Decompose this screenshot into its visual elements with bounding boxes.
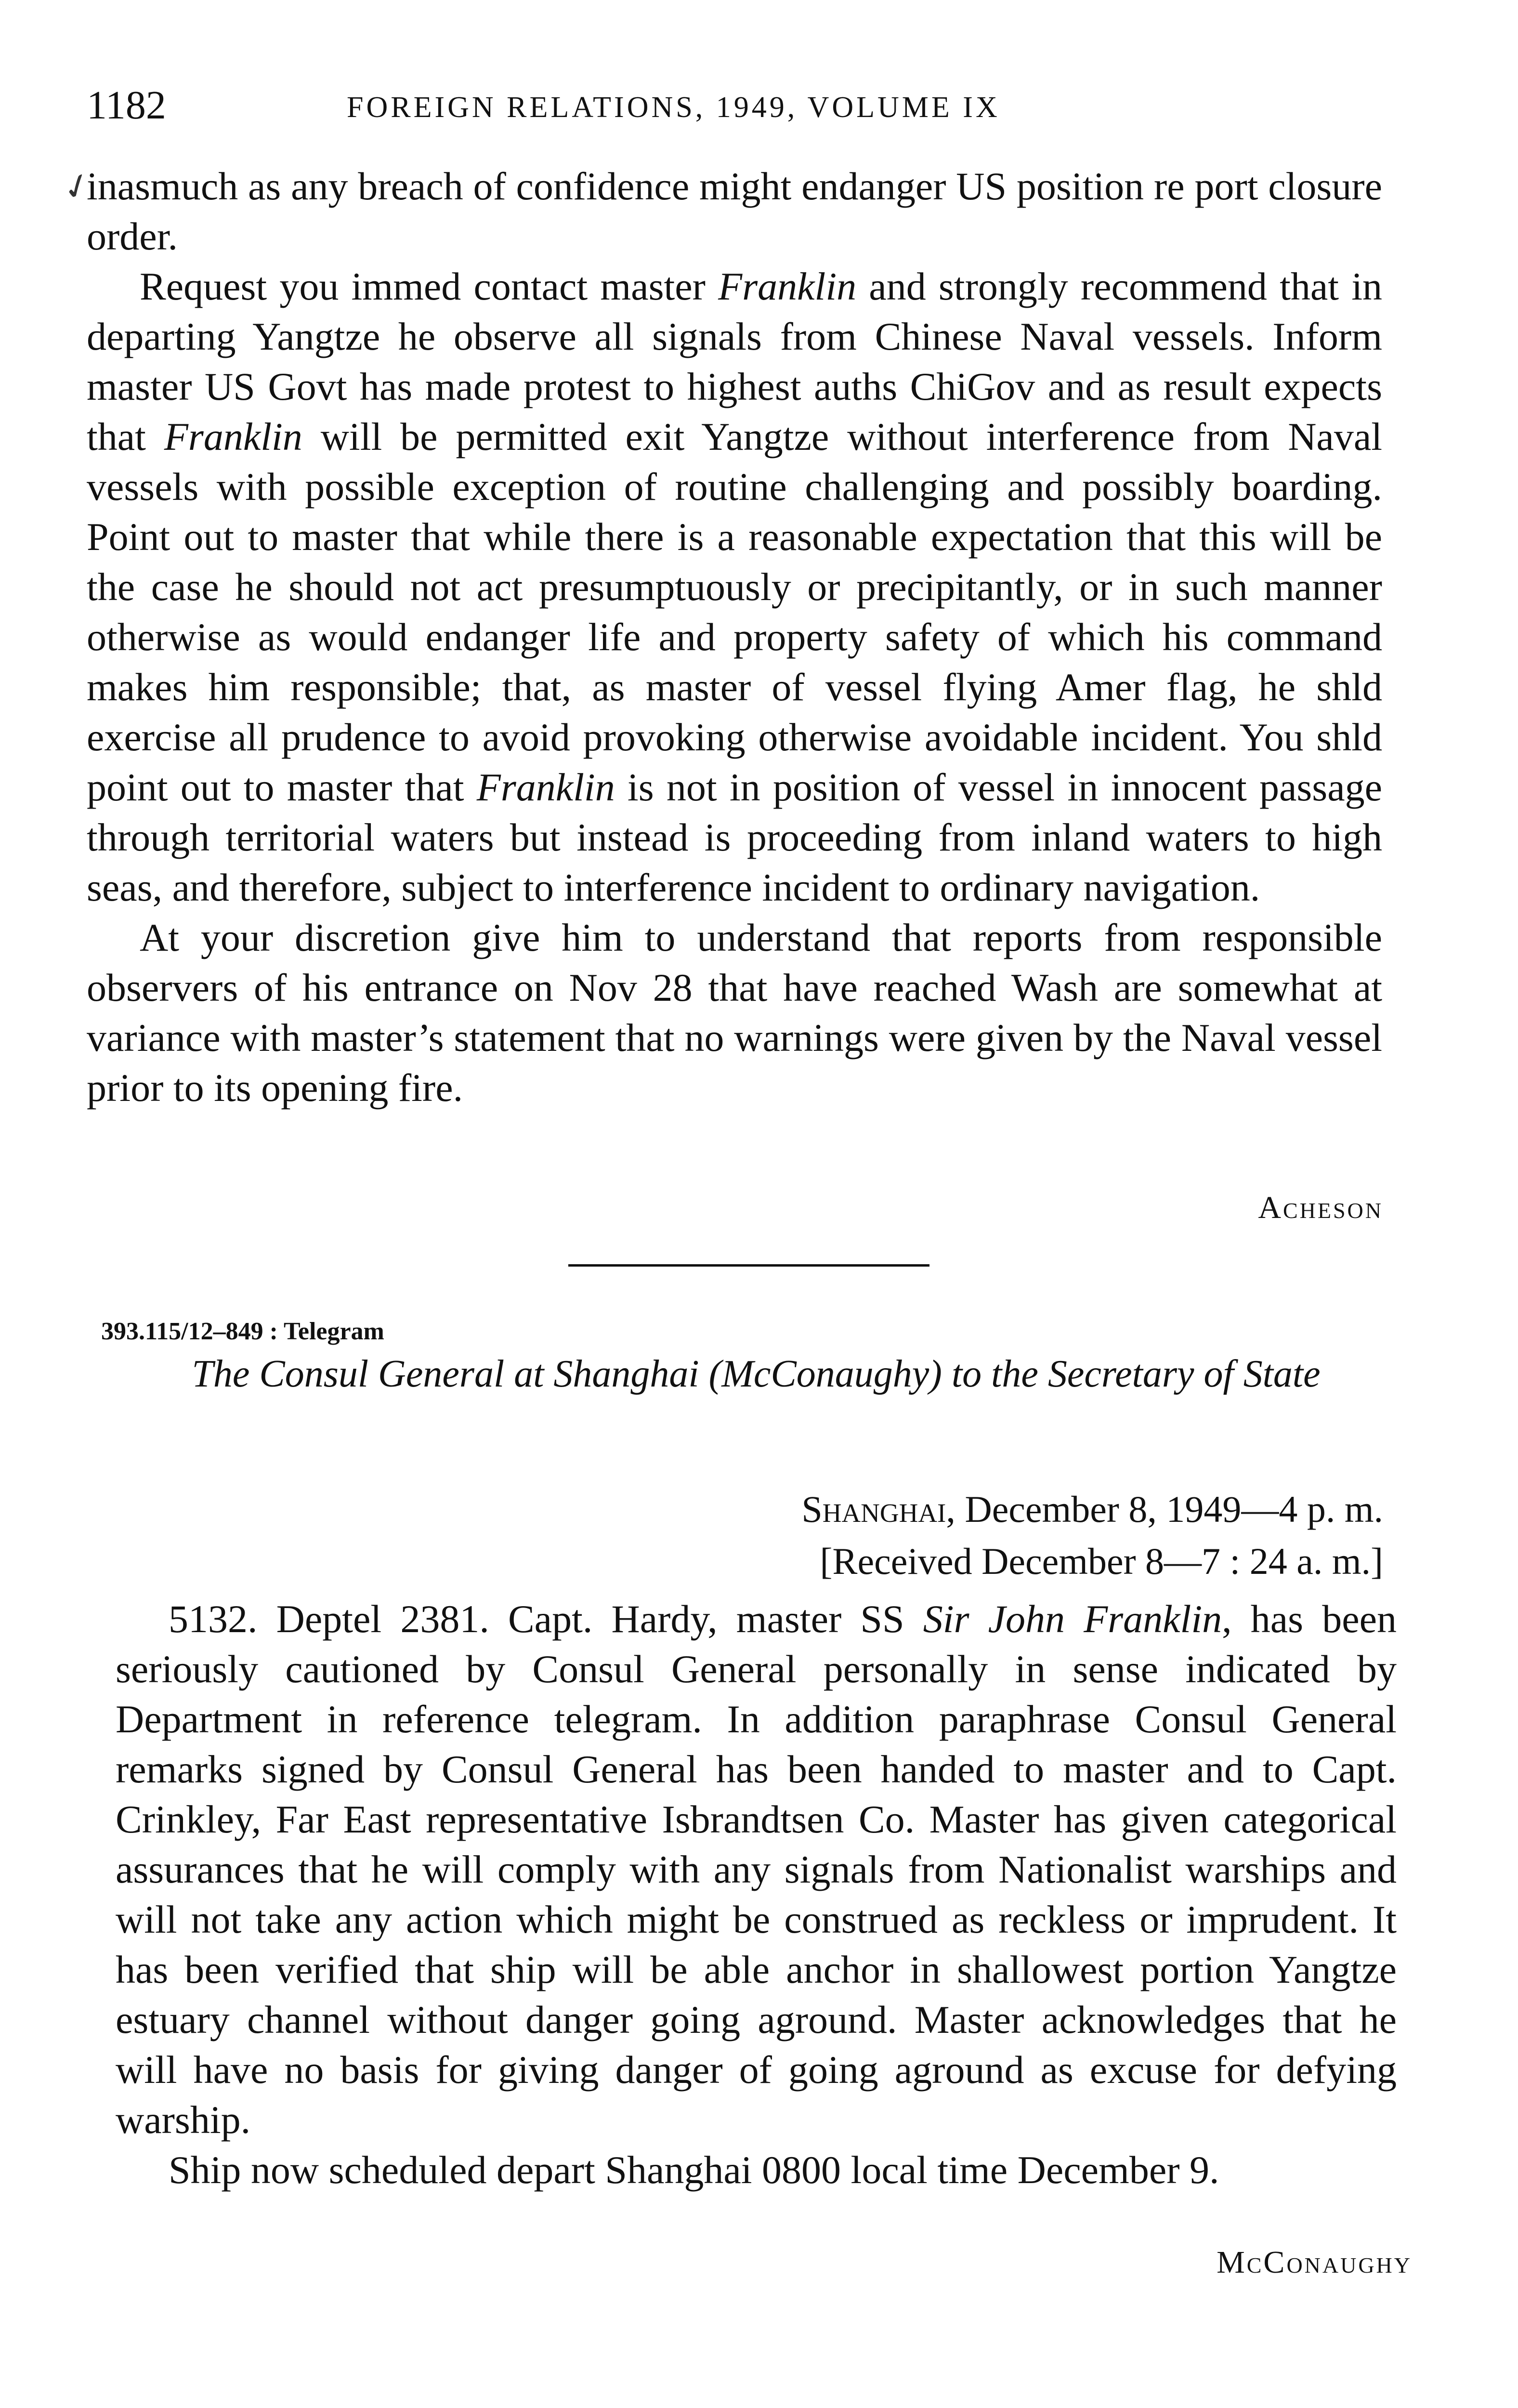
section-divider xyxy=(568,1264,929,1267)
paragraph-discretion: At your discretion give him to understand that reports from responsible observers of his entrance on Nov 28 that have reached Wash are somewhat at variance with master’s statement that no warnings were given by the Naval vessel prior to its opening fire. xyxy=(87,916,1382,1110)
ship-name: Franklin xyxy=(164,415,302,458)
dateline-place: Shanghai xyxy=(801,1488,946,1530)
text-segment: 5132. Deptel 2381. Capt. Hardy, master SS xyxy=(169,1597,923,1641)
paragraph-request xyxy=(87,262,1382,913)
first-document-body xyxy=(87,161,1382,1113)
dateline xyxy=(801,1483,1383,1587)
ship-name: Sir John Franklin xyxy=(923,1597,1222,1641)
text-segment: is not in position of vessel in innocent passage through territorial waters but instead is proceeding from inland waters to high seas, and therefore, subject to interference incident to ordinary navigation. xyxy=(87,765,1382,909)
text-segment: and strongly recommend that in departing Yangtze he observe all signals from Chinese Naval vessels. Inform master US Govt has made protest to highest auths ChiGov and as result expects that xyxy=(87,264,1383,458)
signature-mcconaughy: McConaughy xyxy=(1217,2245,1412,2280)
signature-acheson: Acheson xyxy=(1258,1190,1383,1225)
text-segment: Request you immed contact master xyxy=(140,264,719,308)
second-document-body xyxy=(116,1594,1397,2195)
document-title: The Consul General at Shanghai (McConaughy) to the Secretary of State xyxy=(192,1353,1321,1395)
ship-name: Franklin xyxy=(476,765,615,809)
dateline-received: [Received December 8—7 : 24 a. m.] xyxy=(820,1540,1383,1582)
ship-name: Franklin xyxy=(718,264,857,308)
text-segment: , has been seriously cautioned by Consul General personally in sense indicated by Department in reference telegram. In addition paraphrase Consul General remarks signed by Consul General has been handed to master and to Capt. Crinkley, Far East representative Isbrandtsen Co. Master has given categorical assurances that he will comply with any signals from Nationalist warships and will not take any action which might be construed as reckless or imprudent. It has been verified that ship will be able anchor in shallowest portion Yangtze estuary channel without danger going aground. Master acknowledges that he will have no basis for giving danger of going aground as excuse for defying warship. xyxy=(116,1597,1397,2142)
page-header xyxy=(87,82,1387,140)
page-number: 1182 xyxy=(87,83,166,128)
text-segment: will be permitted exit Yangtze without interference from Naval vessels with possible exception of routine challenging and possibly boarding. Point out to master that while there is a reasonable expectation that this will be the case he should not act presumptuously or precipitantly, or in such manner otherwise as would endanger life and property safety of which his command makes him responsible; that, as master of vessel flying Amer flag, he shld exercise all prudence to avoid provoking otherwise avoidable incident. You shld point out to master that xyxy=(87,415,1382,809)
dateline-sent xyxy=(801,1483,1383,1535)
file-identifier: 393.115/12–849 : Telegram xyxy=(101,1318,384,1345)
margin-check-mark-icon: ✓ xyxy=(57,164,98,210)
paragraph-schedule: Ship now scheduled depart Shanghai 0800 local time December 9. xyxy=(169,2148,1219,2192)
paragraph-telegram xyxy=(116,1594,1397,2145)
paragraph-continuation: inasmuch as any breach of confidence might endanger US position re port closure order. xyxy=(87,164,1382,258)
dateline-date: , December 8, 1949—4 p. m. xyxy=(946,1488,1383,1530)
running-head: FOREIGN RELATIONS, 1949, VOLUME IX xyxy=(347,91,1000,124)
